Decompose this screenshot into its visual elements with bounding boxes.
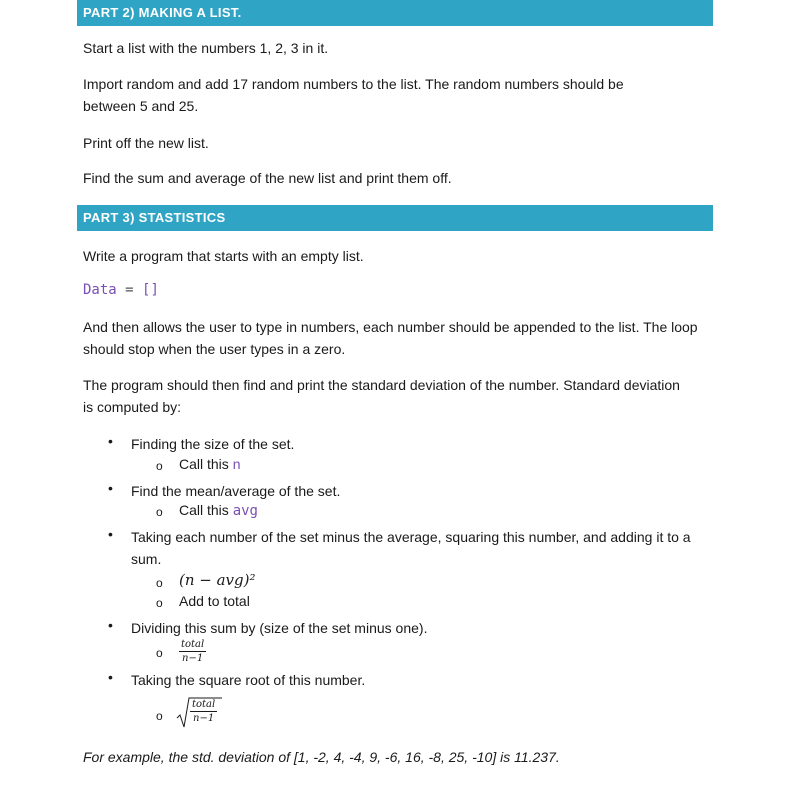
part2-heading: PART 2) MAKING A LIST. (83, 5, 242, 20)
code-value: [] (142, 282, 159, 298)
part3-heading: PART 3) STASTISTICS (83, 210, 226, 225)
part2-paragraph-3: Print off the new list. (83, 135, 209, 151)
bullet-2-sub (179, 502, 258, 519)
code-variable: Data (83, 282, 117, 298)
code-snippet (83, 282, 159, 298)
sqrt-fraction-numerator: total (192, 699, 216, 710)
part2-heading-band (77, 0, 713, 26)
part2-paragraph-2: Import random and add 17 random numbers to the list. The random numbers should be between 5 and 25. (83, 76, 624, 114)
sqrt-fraction (190, 699, 217, 724)
code-equals: = (125, 282, 134, 298)
bullet-dot-icon: • (108, 433, 113, 449)
bullet-5-text: Taking the square root of this number. (131, 672, 366, 688)
bullet-3-text: Taking each number of the set minus the average, squaring this number, and adding it to a sum. (131, 529, 691, 567)
bullet-1-sub (179, 456, 240, 472)
part3-heading-band (77, 205, 713, 231)
bullet-dot-icon: • (108, 669, 113, 685)
part3-paragraph-3: The program should then find and print the standard deviation of the number. Standard deviation is computed by: (83, 377, 680, 415)
part2-paragraph-1: Start a list with the numbers 1, 2, 3 in it. (83, 40, 329, 56)
variable-avg: avg (232, 503, 258, 519)
bullet-dot-icon: • (108, 526, 113, 542)
sub-bullet-icon: o (156, 596, 163, 610)
bullet-3-sub-2: Add to total (179, 593, 250, 609)
fraction-denominator: n−1 (182, 653, 204, 664)
fraction-total-over-n-minus-1 (179, 639, 206, 664)
bullet-dot-icon: • (108, 617, 113, 633)
bullet-dot-icon: • (108, 480, 113, 496)
bullet-4-text: Dividing this sum by (size of the set minus one). (131, 620, 428, 636)
bullet-1-text: Finding the size of the set. (131, 436, 295, 452)
part3-paragraph-1: Write a program that starts with an empty list. (83, 248, 364, 264)
variable-n: n (232, 456, 241, 472)
sub-bullet-icon: o (156, 459, 163, 473)
fraction-numerator: total (181, 639, 205, 650)
sub-bullet-icon: o (156, 505, 163, 519)
bullet-2-text: Find the mean/average of the set. (131, 483, 341, 499)
part2-paragraph-4: Find the sum and average of the new list and print them off. (83, 170, 452, 186)
sub-bullet-icon: o (156, 576, 163, 590)
sqrt-fraction-denominator: n−1 (193, 713, 215, 724)
sub-bullet-icon: o (156, 709, 163, 723)
sub-bullet-icon: o (156, 646, 163, 660)
bullet-1-sub-label: Call this (179, 456, 229, 472)
example-text: For example, the std. deviation of [1, -2, 4, -4, 9, -6, 16, -8, 25, -10] is 11.237. (83, 749, 560, 765)
part3-paragraph-2: And then allows the user to type in numbers, each number should be appended to the list. The loop should stop when the user types in a zero. (83, 319, 698, 357)
formula-squared-difference: (n − avg)² (179, 571, 256, 589)
bullet-2-sub-label: Call this (179, 502, 229, 518)
